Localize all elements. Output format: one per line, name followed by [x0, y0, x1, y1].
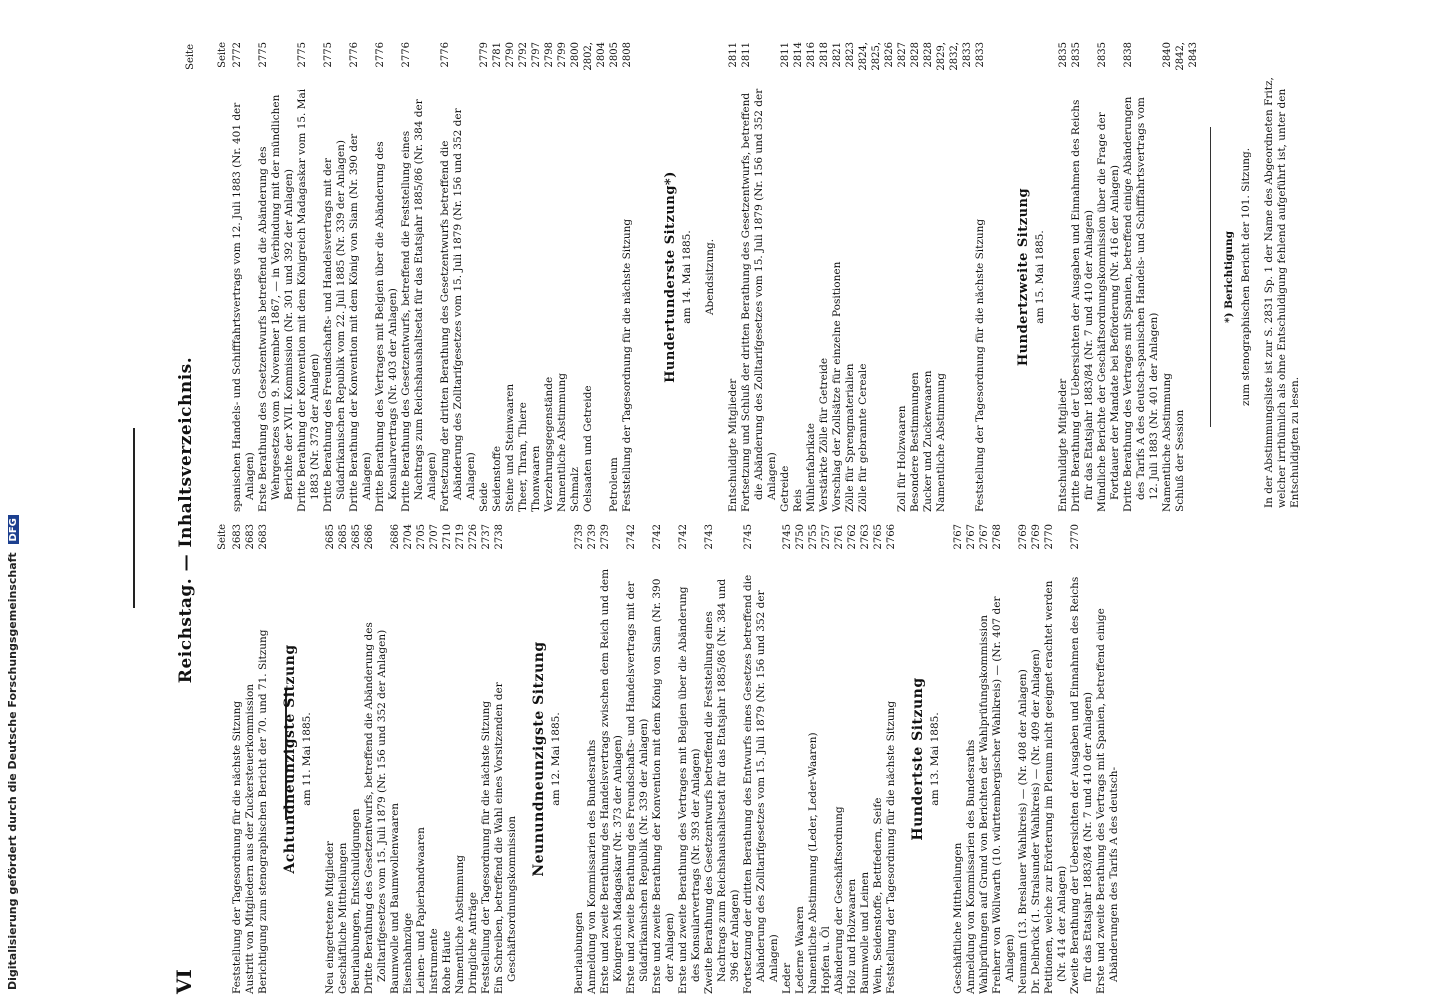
entry-text: Feststellung der Tagesordnung für die nächste Sitzung [974, 218, 986, 512]
session-date: am 12. Mai 1885. [550, 712, 562, 806]
index-entry [428, 524, 441, 994]
entry-page: 2781 [492, 42, 503, 68]
entry-page: 2829, 2832, 2833 [936, 42, 973, 71]
index-entry [493, 524, 519, 994]
entry-text: Wein, Seidenstoffe, Bettfedern, Seife [872, 797, 884, 994]
index-entry [1161, 42, 1174, 512]
index-entry [400, 42, 439, 512]
entry-text: Fortsetzung und Schluß der dritten Berathung des Gesetzentwurfs, betreffend die Abänderung des Zolltarifgesetzes vom 15. Juli 1879 (Nr. 156 und 352 der Anlagen) [740, 88, 778, 512]
entry-page: 2779 [479, 42, 490, 68]
session-date: am 14. Mai 1885. [681, 230, 693, 324]
entry-page: 2707 [429, 524, 440, 550]
entry-page: 2823 [845, 42, 856, 68]
entry-text: Dritte Berathung der Konvention mit dem König von Siam (Nr. 390 der Anlagen) [348, 133, 373, 512]
session-title: Hundertzweite Sitzung [1016, 187, 1031, 367]
index-entry [439, 42, 478, 512]
index-entry [833, 524, 846, 994]
footnote-divider [1210, 127, 1211, 427]
entry-page: 2704 [403, 524, 414, 550]
entry-page: 2686 [364, 524, 375, 550]
entry-text: Verstärkte Zölle für Getreide [818, 357, 830, 512]
entry-page: 2739 [587, 524, 598, 550]
entry-text: spanischen Handels- und Schifffahrtsvertrags vom 12. Juli 1883 (Nr. 401 der Anlagen) [231, 102, 256, 512]
entry-page: 2738 [494, 524, 505, 550]
entry-text: Geschäftliche Mittheilungen [952, 842, 964, 994]
entry-page: 2769 [1018, 524, 1029, 550]
index-entry [1043, 524, 1069, 994]
dfg-logo: DFG [8, 515, 19, 544]
index-entry [965, 524, 978, 994]
entry-page: 2814 [793, 42, 804, 68]
index-entry [350, 524, 363, 994]
entry-text: Dritte Berathung des Gesetzentwurfs, betreffend die Feststellung eines Nachtrags zum Reichshaushaltsetat für das Etatsjahr 1885/86 (Nr. 384 der Anlagen) [400, 99, 438, 512]
index-entry [781, 524, 794, 994]
index-entry [573, 524, 586, 994]
index-entry [348, 42, 374, 512]
entry-text: Fortsetzung der dritten Berathung des Gesetzentwurfs betreffend die Abänderung des Zolltarifgesetzes vom 15. Juli 1879 (Nr. 156 und 352 der Anlagen) [439, 108, 477, 512]
entry-page: 2776 [375, 42, 386, 68]
entry-text: Seide [478, 482, 490, 512]
entry-text: Leder [781, 962, 793, 994]
index-entry [543, 42, 556, 512]
left-column [216, 524, 1121, 994]
entry-text: Reis [792, 489, 804, 512]
entry-page: 2685 [325, 524, 336, 550]
entry-page: 2742 [678, 524, 689, 550]
entry-text: Beurlaubungen [573, 911, 585, 994]
index-entry [677, 524, 703, 994]
index-entry [779, 42, 792, 512]
index-entry [467, 524, 480, 994]
index-entry [1057, 42, 1070, 512]
entry-page: 2757 [821, 524, 832, 550]
entry-text: Namentliche Abstimmung (Leder, Leder-Waaren) [807, 732, 819, 994]
index-entry [625, 524, 651, 994]
entry-text: Dritte Berathung der Konvention mit dem Königreich Madagaskar vom 15. Mai 1883 (Nr. 373 der Anlagen) [296, 88, 321, 512]
index-entry [909, 42, 922, 512]
entry-page: 2800 [570, 42, 581, 68]
entry-page: 2775 [323, 42, 334, 68]
funding-text: Digitalisierung gefördert durch die Deutsche Forschungsgemeinschaft [6, 552, 19, 990]
entry-page: 2745 [782, 524, 793, 550]
entry-text: Dr. Delbrück (1. Stralsunder Wahlkreis) — (Nr. 409 der Anlagen) [1030, 649, 1042, 994]
entry-text: Namentliche Abstimmung [454, 855, 466, 994]
index-entry [885, 524, 898, 994]
entry-page: 2808 [622, 42, 633, 68]
entry-text: Schluß der Session [1174, 409, 1186, 512]
index-entry [831, 42, 844, 512]
index-entry [389, 524, 402, 994]
entry-page: 2775 [258, 42, 269, 68]
index-entry [1096, 42, 1122, 512]
entry-page: 2742 [626, 524, 637, 550]
entry-page: 2833 [975, 42, 986, 68]
entry-text: Geschäftliche Mittheilungen [337, 842, 349, 994]
entry-text: Instrumente [428, 928, 440, 994]
entry-text: Feststellung der Tagesordnung für die nächste Sitzung [480, 700, 492, 994]
entry-page: 2685 [351, 524, 362, 550]
entry-page: 2763 [860, 524, 871, 550]
entry-page: 2719 [455, 524, 466, 550]
page-column-label: Seite [217, 524, 228, 550]
index-entry [1095, 524, 1121, 994]
index-entry [935, 42, 974, 512]
entry-text: Steine und Steinwaaren [504, 383, 516, 512]
index-entry [818, 42, 831, 512]
index-page [172, 40, 1432, 1000]
entry-page: 2683 [232, 524, 243, 550]
entry-page: 2805 [609, 42, 620, 68]
index-entry [517, 42, 530, 512]
right-column [216, 42, 1302, 512]
entry-text: Entschuldigte Mitglieder [727, 378, 739, 512]
entry-page: 2769 [1031, 524, 1042, 550]
index-entry [740, 42, 779, 512]
entry-page: 2835 [1058, 42, 1069, 68]
entry-text: Namentliche Abstimmung [1161, 373, 1173, 512]
entry-page: 2797 [531, 42, 542, 68]
entry-text: Entschuldigte Mitglieder [1057, 378, 1069, 512]
index-entry [454, 524, 467, 994]
entry-text: Zweite Berathung des Gesetzentwurfs betreffend die Feststellung eines Nachtrags zum Reichshaushaltsetat für das Etatsjahr 1885/86 (Nr. 384 und 396 der Anlagen) [703, 578, 741, 994]
entry-page: 2762 [847, 524, 858, 550]
entry-text: Wahlprüfungen auf Grund von Berichten der Wahlprüfungskommission [978, 614, 990, 994]
entry-page: 2828 [910, 42, 921, 68]
index-entry [569, 42, 582, 512]
entry-text: Dritte Berathung des Freundschafts- und Handelsvertrags mit der Südafrikanischen Republik vom 22. Juli 1885 (Nr. 339 der Anlagen) [322, 140, 347, 512]
entry-page: 2798 [544, 42, 555, 68]
session-date: am 11. Mai 1885. [301, 712, 313, 806]
entry-page: 2761 [834, 524, 845, 550]
page-column-label: Seite [185, 44, 196, 70]
entry-page: 2768 [992, 524, 1003, 550]
index-entry [324, 524, 337, 994]
entry-page: 2775 [297, 42, 308, 68]
page-column-label: Seite [217, 42, 228, 68]
index-entry [491, 42, 504, 512]
index-entry [556, 42, 569, 512]
entry-text: Eisenbahnzüge [402, 912, 414, 994]
entry-text: Neumann (13. Breslauer Wahlkreis) — (Nr. 408 der Anlagen) [1017, 669, 1029, 994]
index-entry [1122, 42, 1161, 512]
index-entry [727, 42, 740, 512]
entry-text: Zweite Berathung der Uebersichten der Ausgaben und Einnahmen des Reichs für das Etatsjahr 1883/84 (Nr. 7 und 410 der Anlagen) [1069, 576, 1094, 994]
entry-page: 2776 [401, 42, 412, 68]
entry-page: 2772 [232, 42, 243, 68]
entry-text: Erste und zweite Berathung des Vertrages mit Belgien über die Abänderung des Konsularvertrags (Nr. 393 der Anlagen) [677, 586, 702, 994]
roman-page-number: VI [172, 969, 196, 994]
entry-page: 2743 [704, 524, 715, 550]
entry-page: 2726 [468, 524, 479, 550]
index-entry [896, 42, 909, 512]
entry-page: 2686 [390, 524, 401, 550]
index-entry [974, 42, 987, 512]
entry-text: Lederne Waaren [794, 906, 806, 994]
entry-text: Namentliche Abstimmung [935, 373, 947, 512]
index-entry [792, 42, 805, 512]
entry-page: 2683 [245, 524, 256, 550]
index-entry [415, 524, 428, 994]
entry-page: 2683 [258, 524, 269, 550]
entry-page: 2821 [832, 42, 843, 68]
entry-text: Erste und zweite Berathung des Handelsvertrags zwischen dem Reich und dem Königreich Madagaskar (Nr. 373 der Anlagen) [599, 568, 624, 994]
entry-text: Vorschlag der Zollsätze für einzelne Positionen [831, 261, 843, 512]
index-entry [231, 42, 257, 512]
entry-page: 2767 [979, 524, 990, 550]
index-entry [374, 42, 400, 512]
entry-page: 2835 [1097, 42, 1108, 68]
index-entry [530, 42, 543, 512]
entry-text: Baumwolle und Leinen [859, 871, 871, 994]
entry-page: 2767 [966, 524, 977, 550]
index-entry [991, 524, 1017, 994]
entry-text: Leinen- und Papierbandwaaren [415, 827, 427, 994]
index-entry [805, 42, 818, 512]
entry-text: Beurlaubungen, Entschuldigungen [350, 808, 362, 994]
entry-text: Mühlenfabrikate [805, 423, 817, 512]
index-entry [872, 524, 885, 994]
entry-text: Anmeldung von Kommissarien des Bundesraths [586, 739, 598, 994]
entry-page: 2742 [652, 524, 663, 550]
entry-page: 2755 [808, 524, 819, 550]
index-entry [257, 524, 270, 994]
entry-text: Schmalz [569, 467, 581, 512]
index-entry [363, 524, 389, 994]
entry-page: 2745 [743, 524, 754, 550]
session-subtitle: Abendsitzung. [704, 238, 716, 316]
index-entry [244, 524, 257, 994]
index-entry [257, 42, 296, 512]
index-entry [582, 42, 608, 512]
entry-page: 2737 [481, 524, 492, 550]
footnote-subtitle: zum stenographischen Bericht der 101. Sitzung. [1240, 147, 1252, 407]
entry-text: Zölle für gebrannte Cereale [857, 363, 869, 512]
session-title: Neunundneunzigste Sitzung [531, 641, 547, 877]
entry-text: Dritte Berathung des Vertrages mit Spanien, betreffend einige Abänderungen des Tarifs A des deutsch-spanischen Handels- und Schifffahrtsvertrags vom 12. Juli 1883 (Nr. 401 der Anlagen) [1122, 96, 1160, 512]
index-entry [608, 42, 621, 512]
entry-page: 2818 [819, 42, 830, 68]
entry-text: Rohe Häute [441, 930, 453, 994]
index-entry [1069, 524, 1095, 994]
index-entry [296, 42, 322, 512]
index-entry [922, 42, 935, 512]
entry-page: 2767 [953, 524, 964, 550]
dfg-funding-note [6, 515, 19, 990]
entry-page: 2824, 2825, 2826 [858, 42, 895, 71]
session-date: am 13. Mai 1885. [929, 712, 941, 806]
footnote-text: In der Abstimmungsliste ist zur S. 2831 Sp. 1 der Name des Abgeordneten Fritz, welcher irrthümlich als ohne Entschuldigung fehlend aufgeführt ist, unter den Entschuldigten zu lesen. [1263, 77, 1301, 508]
entry-text: Hopfen u. Öl [820, 926, 832, 994]
entry-text: Feststellung der Tagesordnung für die nächste Sitzung [885, 700, 897, 994]
entry-page: 2835 [1071, 42, 1082, 68]
entry-page: 2811 [780, 42, 791, 68]
entry-text: Erste und zweite Berathung der Konvention mit dem König von Siam (Nr. 390 der Anlagen) [651, 578, 676, 994]
entry-page: 2816 [806, 42, 817, 68]
entry-text: Neu eingetretene Mitglieder [324, 841, 336, 994]
page-title: Reichstag. — Inhaltsverzeichnis. [176, 356, 196, 684]
entry-text: Abänderung der Geschäftsordnung [833, 806, 845, 994]
entry-page: 2802, 2804 [583, 42, 607, 71]
entry-page: 2710 [442, 524, 453, 550]
entry-page: 2842, 2843 [1175, 42, 1199, 71]
index-entry [621, 42, 634, 512]
footnote-title: *) Berichtigung [1223, 231, 1235, 324]
entry-page: 2811 [741, 42, 752, 68]
entry-page: 2776 [349, 42, 360, 68]
entry-text: Fortsetzung der dritten Berathung des Entwurfs eines Gesetzes betreffend die Abänderung des Zolltarifgesetzes vom 15. Juli 1879 (Nr. 156 und 352 der Anlagen) [742, 574, 780, 994]
entry-text: Zölle für Sprengmaterialien [844, 363, 856, 512]
entry-page: 2828 [923, 42, 934, 68]
entry-text: Theer, Thran, Thiere [517, 402, 529, 512]
entry-text: Berichtigung zum stenographischen Bericht der 70. und 71. Sitzung [257, 629, 269, 994]
index-entry [859, 524, 872, 994]
index-entry [337, 524, 350, 994]
entry-page: 2799 [557, 42, 568, 68]
index-entry [794, 524, 807, 994]
index-entry [1017, 524, 1030, 994]
entry-page: 2792 [518, 42, 529, 68]
entry-page: 2765 [873, 524, 884, 550]
entry-text: Austritt von Mitgliedern aus der Zuckersteuerkommission [244, 683, 256, 994]
entry-page: 2827 [897, 42, 908, 68]
entry-page: 2705 [416, 524, 427, 550]
index-entry [504, 42, 517, 512]
entry-text: Feststellung der Tagesordnung für die nächste Sitzung [621, 218, 633, 512]
entry-page: 2840 [1162, 42, 1173, 68]
entry-text: Zoll für Holzwaaren [896, 405, 908, 512]
session-date: am 15. Mai 1885. [1034, 230, 1046, 324]
index-entry [599, 524, 625, 994]
entry-page: 2770 [1070, 524, 1081, 550]
entry-page: 2790 [505, 42, 516, 68]
entry-text: Getreide [779, 465, 791, 512]
index-entry [844, 42, 857, 512]
index-entry [952, 524, 965, 994]
index-entry [231, 524, 244, 994]
entry-text: Namentliche Abstimmung [556, 373, 568, 512]
entry-text: Besondere Bestimmungen [909, 372, 921, 512]
digitization-note [6, 0, 24, 1000]
entry-page: 2739 [600, 524, 611, 550]
entry-text: Petroleum [608, 457, 620, 512]
entry-text: Baumwolle und Baumwollenwaaren [389, 802, 401, 994]
entry-page: 2770 [1044, 524, 1055, 550]
entry-text: Zucker und Zuckerwaaren [922, 370, 934, 512]
entry-page: 2776 [440, 42, 451, 68]
index-entry [1030, 524, 1043, 994]
entry-page: 2739 [574, 524, 585, 550]
index-entry [978, 524, 991, 994]
index-entry [846, 524, 859, 994]
entry-text: Petitionen, welche zur Erörterung im Plenum nicht geeignet erachtet werden (Nr. 414 der Anlagen) [1043, 580, 1068, 994]
entry-page: 2811 [728, 42, 739, 68]
entry-text: Anmeldung von Kommissarien des Bundesraths [965, 739, 977, 994]
index-entry [322, 42, 348, 512]
entry-text: Mündliche Berichte der Geschäftsordnungskommission über die Frage der Fortdauer der Mandate bei Beförderung (Nr. 416 der Anlagen) [1096, 112, 1121, 512]
entry-text: Dritte Berathung des Vertrages mit Belgien über die Abänderung des Konsularvertrags (Nr. 403 der Anlagen) [374, 141, 399, 512]
entry-text: Erste und zweite Berathung des Freundschafts- und Handelsvertrags mit der Südafrikanischen Republik (Nr. 339 der Anlagen) [625, 581, 650, 994]
index-entry [742, 524, 781, 994]
entry-text: Seidenstoffe [491, 445, 503, 512]
entry-text: Dritte Berathung des Gesetzentwurfs, betreffend die Abänderung des Zolltarifgesetzes vom 15. Juli 1879 (Nr. 156 und 352 der Anlagen) [363, 622, 388, 994]
index-entry [586, 524, 599, 994]
index-entry [402, 524, 415, 994]
index-entry [820, 524, 833, 994]
session-title: Hundertste Sitzung [910, 677, 926, 841]
index-entry [703, 524, 742, 994]
page-header [172, 40, 204, 1000]
scan-mark-left [133, 428, 135, 608]
index-entry [807, 524, 820, 994]
index-entry [441, 524, 454, 994]
entry-text: Oelsaaten und Getreide [582, 385, 594, 512]
entry-text: Freiherr von Wöllwarth (10. württembergischer Wahlkreis) — (Nr. 407 der Anlagen) [991, 596, 1016, 994]
entry-text: Ein Schreiben, betreffend die Wahl eines Vorsitzenden der Geschäftsordnungskommission [493, 682, 518, 994]
index-entry [478, 42, 491, 512]
entry-page: 2685 [338, 524, 349, 550]
entry-page: 2750 [795, 524, 806, 550]
entry-text: Erste Berathung des Gesetzentwurfs betreffend die Abänderung des Wehrgesetzes vom 9. November 1867, — in Verbindung mit der mündlichen Berichte der XVII. Kommission (Nr. 301 und 392 der Anlagen) [257, 94, 295, 512]
index-entry [1070, 42, 1096, 512]
entry-page: 2766 [886, 524, 897, 550]
entry-page [1095, 524, 1121, 568]
entry-text: Feststellung der Tagesordnung für die nächste Sitzung [231, 700, 243, 994]
entry-text: Thonwaaren [530, 445, 542, 512]
session-title: Achtundneunzigste Sitzung [282, 644, 298, 874]
index-entry [857, 42, 896, 512]
session-title: Hundertunderste Sitzung*) [663, 171, 678, 383]
entry-text: Holz und Holzwaaren [846, 878, 858, 994]
entry-text: Dritte Berathung der Uebersichten der Ausgaben und Einnahmen des Reichs für das Etatsjahr 1883/84 (Nr. 7 und 410 der Anlagen) [1070, 99, 1095, 512]
entry-text: Dringliche Anträge [467, 892, 479, 994]
index-entry [1174, 42, 1200, 512]
entry-text: Erste und zweite Berathung des Vertrags mit Spanien, betreffend einige Abänderungen des Tarifs A des deutsch- [1095, 608, 1120, 994]
index-entry [651, 524, 677, 994]
index-entry [480, 524, 493, 994]
entry-text: Verzehrungsgegenstände [543, 376, 555, 512]
entry-page: 2838 [1123, 42, 1134, 68]
